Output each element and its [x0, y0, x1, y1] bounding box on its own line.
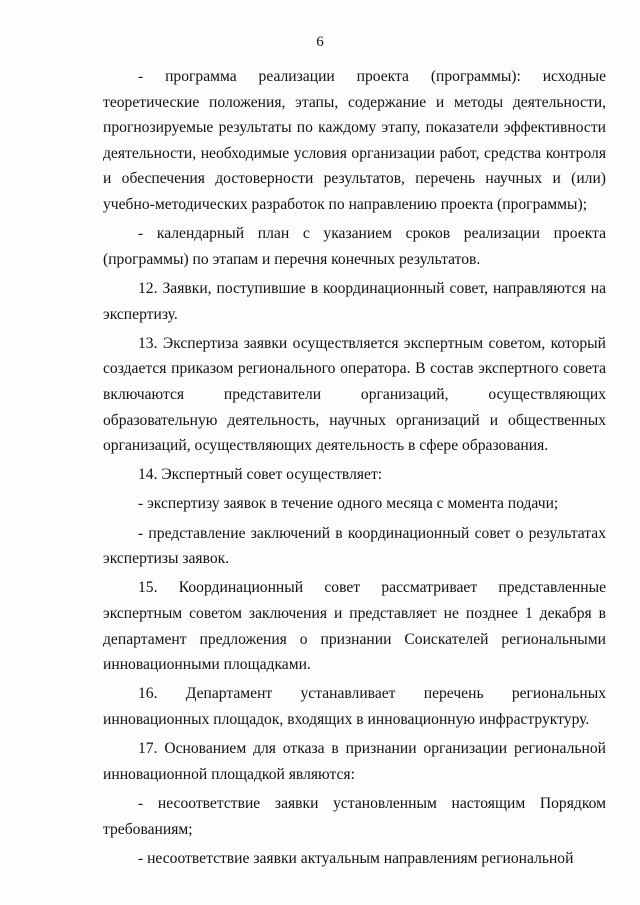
paragraph-17-refusal-grounds: 17. Основанием для отказа в признании организации региональной инновационной площадкой являются: — [103, 740, 606, 783]
paragraph-12-applications: 12. Заявки, поступившие в координационный совет, направляются на экспертизу. — [103, 279, 606, 323]
paragraph-nonconformity-directions: - несоответствие заявки актуальным направлениям региональной — [138, 849, 574, 867]
paragraph-13-expertise: 13. Экспертиза заявки осуществляется экспертным советом, который создается приказом регионального оператора. В состав экспертного совета включаются представители организаций, осуществляющих образовательную деятельность, научных организаций и общественных организаций, осуществляющих деятельность в сфере образования. — [103, 334, 606, 455]
paragraph-calendar-plan: - календарный план с указанием сроков реализации проекта (программы) по этапам и перечня конечных результатов. — [103, 225, 606, 268]
paragraph-expertise-period: - экспертизу заявок в течение одного месяца с момента подачи; — [138, 495, 559, 513]
document-body — [103, 64, 606, 871]
paragraph-program-implementation: - программа реализации проекта (программы): исходные теоретические положения, этапы, содержание и методы деятельности, прогнозируемые результаты по каждому этапу, показатели эффективности деятельности, необходимые условия организации работ, средства контроля и обеспечения достоверности результатов, перечень научных и (или) учебно-методических разработок по направлению проекта (программы); — [103, 68, 606, 213]
page-number: 6 — [316, 34, 324, 50]
paragraph-conclusions: - представление заключений в координационный совет о результатах экспертизы заявок. — [103, 524, 606, 568]
paragraph-14-expert-council: 14. Экспертный совет осуществляет: — [138, 466, 383, 484]
paragraph-15-coordination-council: 15. Координационный совет рассматривает представленные экспертным советом заключения и представляет не позднее 1 декабря в департамент предложения о признании Соискателей региональными инновационными площадками. — [103, 579, 606, 674]
paragraph-nonconformity-requirements: - несоответствие заявки установленным настоящим Порядком требованиям; — [103, 794, 606, 838]
paragraph-16-department-list: 16. Департамент устанавливает перечень региональных инновационных площадок, входящих в инновационную инфраструктуру. — [103, 685, 606, 728]
